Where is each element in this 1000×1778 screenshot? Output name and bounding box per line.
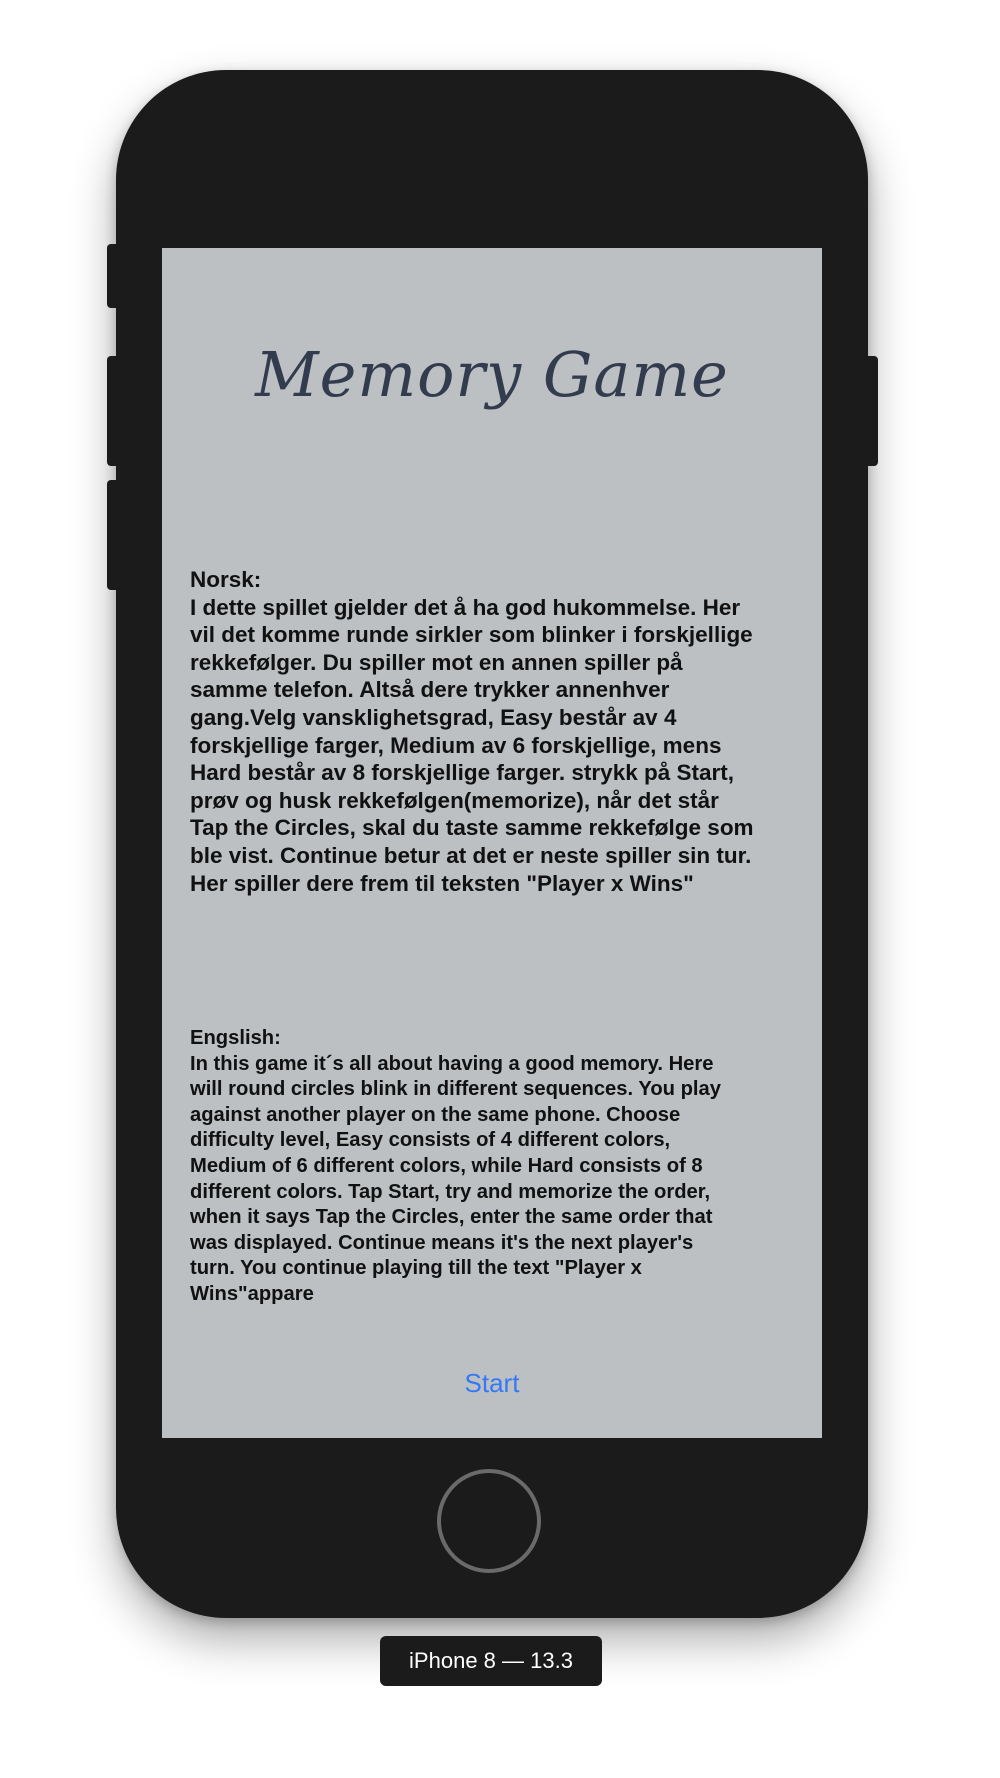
- start-button[interactable]: Start: [392, 1360, 592, 1406]
- volume-up-button: [107, 356, 121, 466]
- english-instructions: [190, 1026, 800, 1308]
- simulator-device-label: iPhone 8 — 13.3: [380, 1636, 602, 1686]
- english-heading: Engslish:: [190, 1027, 281, 1049]
- app-title: Memory Game: [255, 338, 729, 411]
- mute-switch: [107, 244, 121, 308]
- norsk-heading: Norsk:: [190, 567, 262, 592]
- norsk-body: I dette spillet gjelder det å ha god hukommelse. Her vil det komme runde sirkler som blinker i forskjellige rekkefølger. Du spiller mot en annen spiller på samme telefon. Altså dere trykker annenhver gang.Velg vansklighetsgrad, Easy består av 4 forskjellige farger, Medium av 6 forskjellige, mens Hard består av 8 forskjellige farger. strykk på Start, prøv og husk rekkefølgen(memorize), når det står Tap the Circles, skal du taste samme rekkefølge som ble vist. Continue betur at det er neste spiller sin tur. Her spiller dere frem til teksten "Player x Wins": [190, 594, 754, 896]
- volume-down-button: [107, 480, 121, 590]
- app-screen: [162, 248, 822, 1438]
- home-button[interactable]: [437, 1469, 541, 1573]
- english-body: In this game it´s all about having a good memory. Here will round circles blink in different sequences. You play against another player on the same phone. Choose difficulty level, Easy consists of 4 different colors, Medium of 6 different colors, while Hard consists of 8 different colors. Tap Start, try and memorize the order, when it says Tap the Circles, enter the same order that was displayed. Continue means it's the next player's turn. You continue playing till the text "Player x Wins"appare: [190, 1052, 721, 1305]
- power-button: [864, 356, 878, 466]
- norsk-instructions: [190, 566, 800, 897]
